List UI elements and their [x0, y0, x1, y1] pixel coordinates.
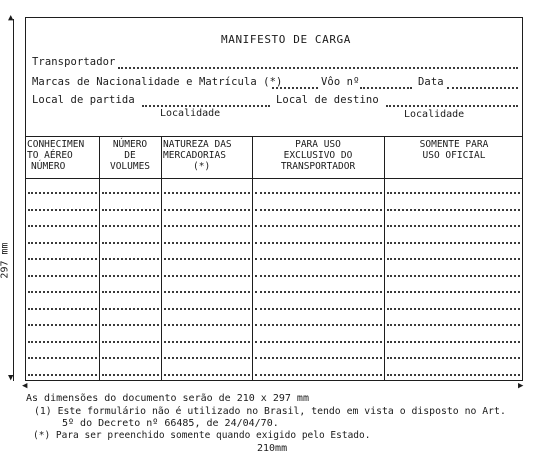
- row-dotted-line: [28, 242, 97, 244]
- row-dotted-line: [28, 341, 97, 343]
- row-dotted-line: [102, 192, 159, 194]
- row-dotted-line: [102, 258, 159, 260]
- row-dotted-line: [28, 374, 97, 376]
- local-destino-dots: [386, 105, 518, 107]
- localidade-right: Localidade: [404, 109, 465, 120]
- height-arrow-bottom: ▼: [8, 373, 14, 383]
- row-dotted-line: [102, 225, 159, 227]
- height-arrow-top: ▲: [8, 13, 14, 23]
- row-dotted-line: [102, 308, 159, 310]
- note-2: (*) Para ser preenchido somente quando exigido pelo Estado.: [33, 430, 371, 441]
- row-dotted-line: [387, 192, 520, 194]
- row-dotted-line: [102, 374, 159, 376]
- row-dotted-line: [102, 242, 159, 244]
- row-dotted-line: [387, 275, 520, 277]
- row-dotted-line: [102, 324, 159, 326]
- data-label: Data: [418, 76, 444, 88]
- row-dotted-line: [164, 357, 250, 359]
- transportador-dots: [118, 67, 518, 69]
- width-arrow-left: ◀: [22, 381, 28, 391]
- note-1-line-1: (1) Este formulário não é utilizado no Brasil, tendo em vista o disposto no Art.: [34, 406, 506, 417]
- width-dimension-label: 210mm: [257, 443, 288, 454]
- row-dotted-line: [102, 209, 159, 211]
- row-dotted-line: [28, 324, 97, 326]
- form-title: MANIFESTO DE CARGA: [221, 33, 352, 46]
- row-dotted-line: [102, 357, 159, 359]
- row-dotted-line: [102, 341, 159, 343]
- row-dotted-line: [255, 374, 382, 376]
- column-divider-2: [161, 136, 162, 381]
- note-dimensions: As dimensões do documento serão de 210 x 297 mm: [26, 393, 309, 404]
- column-header-natureza: NATUREZA DAS MERCADORIAS (*): [163, 139, 232, 172]
- row-dotted-line: [387, 291, 520, 293]
- row-dotted-line: [387, 308, 520, 310]
- local-partida-label: Local de partida: [32, 94, 135, 106]
- row-dotted-line: [164, 341, 250, 343]
- column-header-transportador: PARA USO EXCLUSIVO DO TRANSPORTADOR: [280, 139, 356, 172]
- row-dotted-line: [28, 258, 97, 260]
- column-header-volumes: NÚMERO DE VOLUMES: [109, 139, 151, 172]
- row-dotted-line: [255, 275, 382, 277]
- row-dotted-line: [255, 192, 382, 194]
- localidade-left: Localidade: [160, 108, 221, 119]
- transportador-label: Transportador: [32, 56, 116, 68]
- row-dotted-line: [387, 225, 520, 227]
- row-dotted-line: [164, 275, 250, 277]
- voo-label: Vôo nº: [321, 76, 360, 88]
- row-dotted-line: [387, 258, 520, 260]
- row-dotted-line: [255, 225, 382, 227]
- column-header-oficial: SOMENTE PARA USO OFICIAL: [419, 139, 489, 161]
- row-dotted-line: [164, 225, 250, 227]
- row-dotted-line: [387, 209, 520, 211]
- row-dotted-line: [28, 357, 97, 359]
- row-dotted-line: [28, 291, 97, 293]
- row-dotted-line: [255, 357, 382, 359]
- marcas-label: Marcas de Nacionalidade e Matrícula (*): [32, 76, 283, 88]
- data-dots: [447, 87, 518, 89]
- row-dotted-line: [387, 341, 520, 343]
- voo-dots: [360, 87, 412, 89]
- column-divider-4: [384, 136, 385, 381]
- height-dimension-label: 297 mm: [0, 242, 11, 279]
- row-dotted-line: [28, 225, 97, 227]
- column-divider-3: [252, 136, 253, 381]
- row-dotted-line: [102, 291, 159, 293]
- row-dotted-line: [255, 308, 382, 310]
- row-dotted-line: [28, 192, 97, 194]
- row-dotted-line: [28, 209, 97, 211]
- row-dotted-line: [164, 209, 250, 211]
- height-dimension-line: [13, 19, 14, 381]
- row-dotted-line: [164, 291, 250, 293]
- row-dotted-line: [387, 374, 520, 376]
- row-dotted-line: [164, 242, 250, 244]
- row-dotted-line: [164, 308, 250, 310]
- row-dotted-line: [255, 209, 382, 211]
- column-header-conhecimento: CONHECIMEN TO AÉREO NÚMERO: [27, 139, 85, 172]
- row-dotted-line: [387, 324, 520, 326]
- row-dotted-line: [255, 242, 382, 244]
- marcas-dots: [272, 87, 318, 89]
- row-dotted-line: [28, 308, 97, 310]
- row-dotted-line: [164, 374, 250, 376]
- row-dotted-line: [255, 324, 382, 326]
- row-dotted-line: [164, 192, 250, 194]
- row-dotted-line: [164, 258, 250, 260]
- row-dotted-line: [255, 258, 382, 260]
- row-dotted-line: [255, 341, 382, 343]
- row-dotted-line: [387, 357, 520, 359]
- column-divider-1: [99, 136, 100, 381]
- local-destino-label: Local de destino: [276, 94, 379, 106]
- row-dotted-line: [28, 275, 97, 277]
- row-dotted-line: [387, 242, 520, 244]
- row-dotted-line: [164, 324, 250, 326]
- note-1-line-2: 5º do Decreto nº 66485, de 24/04/70.: [62, 418, 279, 429]
- local-partida-dots: [142, 105, 270, 107]
- row-dotted-line: [102, 275, 159, 277]
- row-dotted-line: [255, 291, 382, 293]
- width-arrow-right: ▶: [518, 381, 524, 391]
